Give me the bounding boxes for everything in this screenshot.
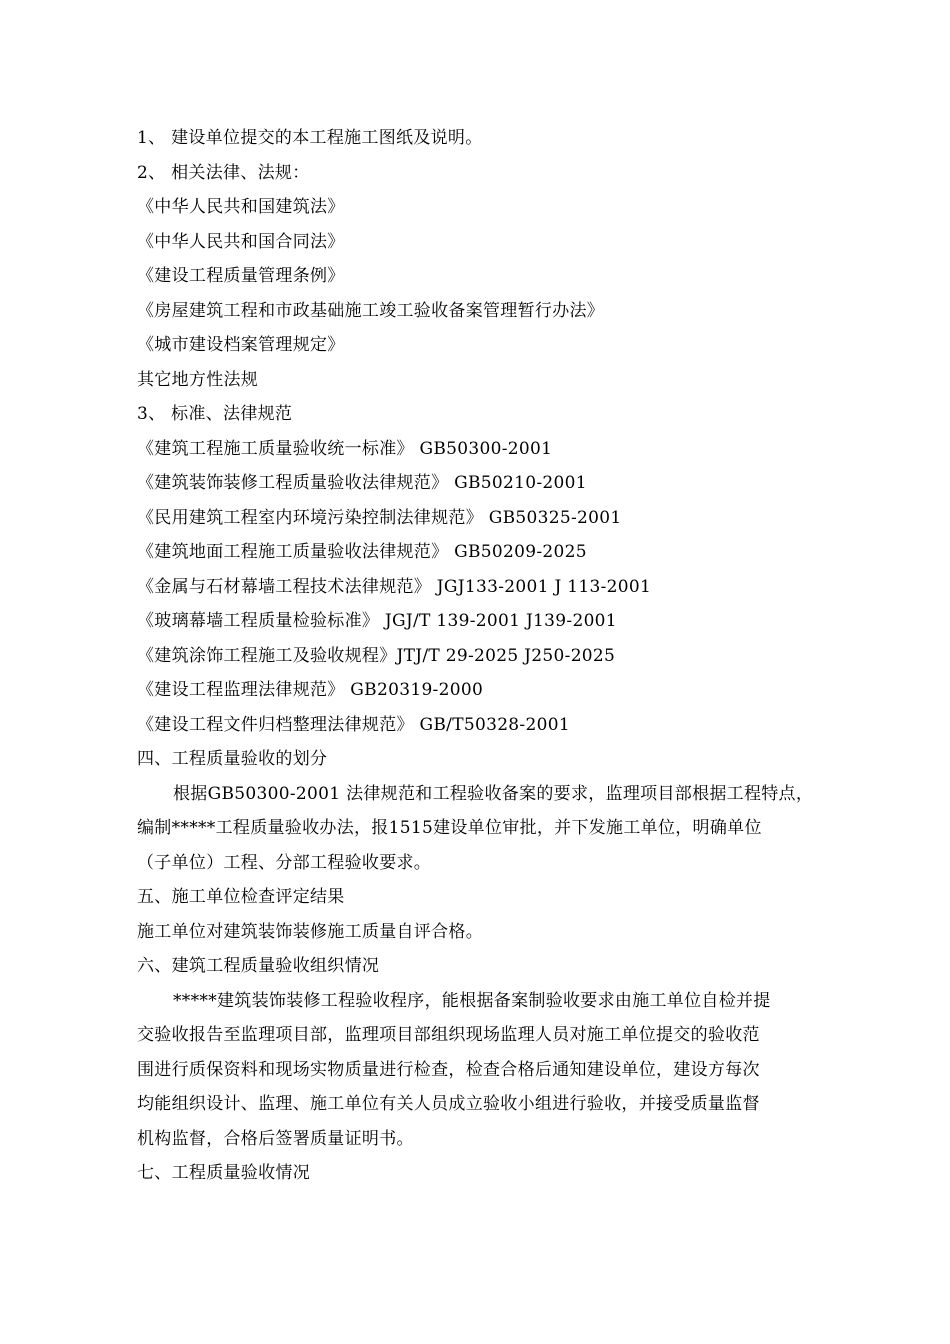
text-line: 六、建筑工程质量验收组织情况	[137, 956, 380, 976]
text-line: 围进行质保资料和现场实物质量进行检查，检查合格后通知建设单位，建设方每次	[137, 1059, 760, 1080]
text-line: 施工单位对建筑装饰装修施工质量自评合格。	[137, 921, 483, 942]
text-line: 七、工程质量验收情况	[137, 1163, 310, 1183]
text-line: 机构监督，合格后签署质量证明书。	[137, 1128, 414, 1149]
text-line: 四、工程质量验收的划分	[137, 749, 328, 769]
text-line: （子单位）工程、分部工程验收要求。	[137, 852, 432, 873]
text-line: 《房屋建筑工程和市政基础施工竣工验收备案管理暂行办法》	[137, 300, 605, 321]
text-line: 《金属与石材幕墙工程技术法律规范》 JGJ133-2001 J 113-2001	[137, 576, 652, 597]
text-line: 《建筑地面工程施工质量验收法律规范》 GB50209-2025	[137, 542, 587, 562]
text-line: 《建筑工程施工质量验收统一标准》 GB50300-2001	[137, 438, 553, 459]
text-line: 《玻璃幕墙工程质量检验标准》 JGJ/T 139-2001 J139-2001	[137, 611, 617, 631]
text-line: 五、施工单位检查评定结果	[137, 887, 345, 907]
text-line: 1、 建设单位提交的本工程施工图纸及说明。	[137, 128, 483, 148]
text-line: 《建筑涂饰工程施工及验收规程》JTJ/T 29-2025 J250-2025	[137, 645, 616, 666]
text-line: 《中华人民共和国建筑法》	[137, 197, 345, 217]
text-line: 《城市建设档案管理规定》	[137, 335, 345, 355]
text-line: 交验收报告至监理项目部，监理项目部组织现场监理人员对施工单位提交的验收范	[137, 1025, 760, 1045]
text-line: 《建筑装饰装修工程质量验收法律规范》 GB50210-2001	[137, 473, 587, 493]
text-line: 《建设工程质量管理条例》	[137, 266, 345, 286]
text-line: 编制*****工程质量验收办法，报1515建设单位审批，并下发施工单位，明确单位	[137, 818, 762, 838]
text-line: 2、 相关法律、法规：	[137, 162, 310, 183]
text-line: 根据GB50300-2001 法律规范和工程验收备案的要求，监理项目部根据工程特点，	[173, 783, 814, 804]
text-line: 均能组织设计、监理、施工单位有关人员成立验收小组进行验收，并接受质量监督	[137, 1094, 760, 1114]
text-line: 《民用建筑工程室内环境污染控制法律规范》 GB50325-2001	[137, 507, 622, 528]
document-body	[137, 121, 857, 1191]
text-line: 《中华人民共和国合同法》	[137, 231, 345, 252]
text-line: 其它地方性法规	[137, 369, 259, 390]
text-line: 《建设工程文件归档整理法律规范》 GB/T50328-2001	[137, 714, 570, 735]
text-line: 3、 标准、法律规范	[137, 404, 293, 424]
text-line: *****建筑装饰装修工程验收程序，能根据备案制验收要求由施工单位自检并提	[173, 990, 771, 1011]
text-line: 《建设工程监理法律规范》 GB20319-2000	[137, 680, 484, 700]
